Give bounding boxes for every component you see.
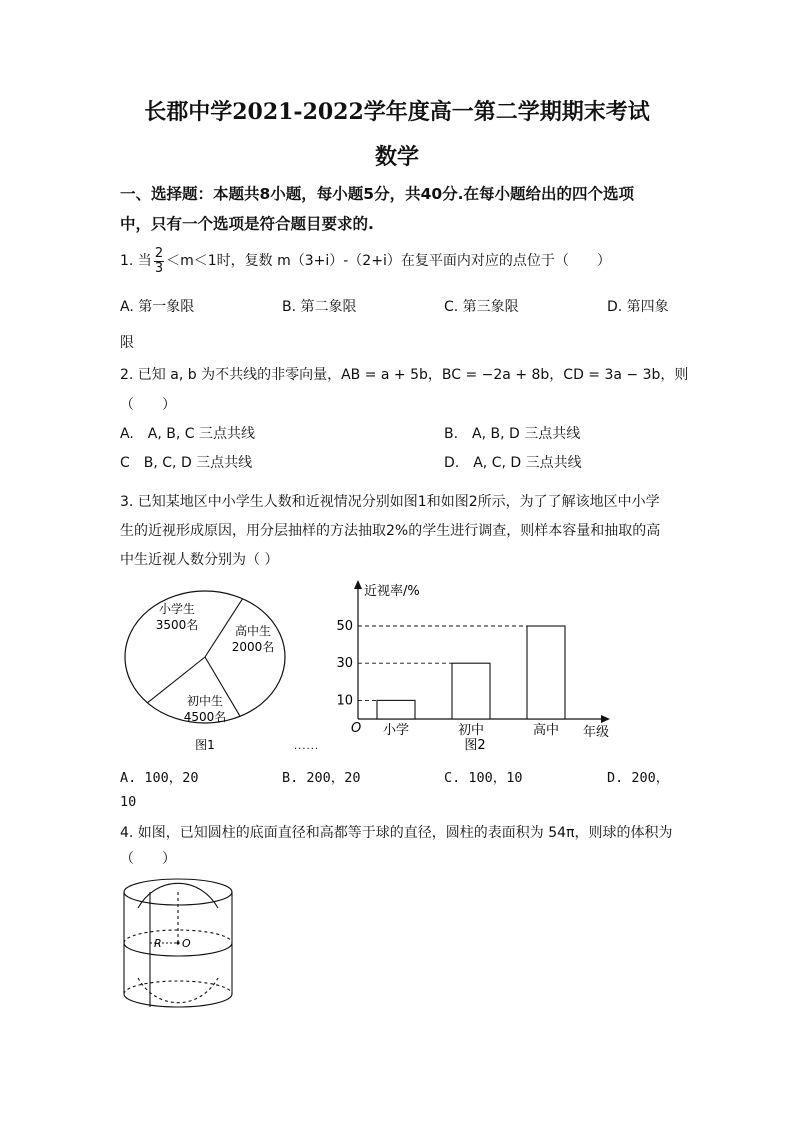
q1-text: ＜m＜1时，复数 m（3+i）-（2+i）在复平面内对应的点位于（ ） <box>166 253 611 269</box>
pie-caption: 图1 <box>195 738 215 752</box>
q2-option-a: A. A, B, C 三点共线 <box>120 426 255 442</box>
question-3-line2: 生的近视形成原因，用分层抽样的方法抽取2%的学生进行调查，则样本容量和抽取的高 <box>120 523 661 539</box>
page-title: 长郡中学2021-2022学年度高一第二学期期末考试 <box>144 99 650 125</box>
bar-origin: O <box>351 721 362 736</box>
q3-option-a: A. 100，20 <box>120 770 199 786</box>
pie-figure <box>115 585 295 755</box>
q1-option-c: C. 第三象限 <box>444 299 519 315</box>
pie-label-middle: 初中生 <box>186 694 224 708</box>
question-3-line1: 3. 已知某地区中小学生人数和近视情况分别如图1和如图2所示，为了了解该地区中小学 <box>120 494 660 510</box>
y-axis-arrow <box>354 580 362 589</box>
pie-count-high: 2000名 <box>231 640 275 654</box>
bar-labels <box>336 619 559 738</box>
ytick-1: 30 <box>336 656 353 672</box>
bar-marks <box>377 626 565 719</box>
q4-paren: （ ） <box>120 851 176 867</box>
q2-option-c: C B, C, D 三点共线 <box>120 455 253 471</box>
bar-guides <box>358 626 527 700</box>
q3-option-c: C. 100，10 <box>444 770 523 786</box>
q1-frac-num: 2 <box>154 245 164 261</box>
q2-option-d: D. A, C, D 三点共线 <box>444 455 582 471</box>
q1-option-a: A. 第一象限 <box>120 299 195 315</box>
ytick-2: 50 <box>336 619 353 634</box>
label-r: R <box>154 937 162 950</box>
q3-option-b: B. 200，20 <box>282 770 361 786</box>
cylinder-sphere-figure <box>118 870 240 1015</box>
label-o: O <box>182 937 191 950</box>
cylinder-body <box>124 892 232 1007</box>
pie-count-primary: 3500名 <box>155 618 199 632</box>
x-axis-arrow <box>601 715 610 723</box>
q2-paren: （ ） <box>120 397 176 413</box>
sphere-equator-front <box>124 943 232 956</box>
bar-0 <box>377 700 415 719</box>
bar-caption: 图2 <box>464 738 486 753</box>
q3-option-d: D. 200， <box>607 770 670 786</box>
cylinder-bottom-hidden <box>124 981 232 994</box>
pie-count-middle: 4500名 <box>183 710 227 724</box>
bar-1 <box>452 663 490 719</box>
question-1 <box>120 244 611 278</box>
q1-frac-den: 3 <box>154 260 164 276</box>
q3-option-d-wrap: 10 <box>120 794 137 810</box>
section-heading-line2: 中，只有一个选项是符合题目要求的. <box>120 215 374 233</box>
bar-xlabel: 年级 <box>583 725 610 740</box>
subject-title: 数学 <box>374 144 419 170</box>
question-2: 2. 已知 a, b 为不共线的非零向量，AB = a + 5b，BC = −2a + 8b，CD = 3a − 3b，则 <box>120 367 689 383</box>
bar-ylabel: 近视率/% <box>364 584 420 599</box>
center-point <box>176 941 179 944</box>
xtick-1: 初中 <box>457 723 485 738</box>
q1-number: 1. 当 <box>120 253 152 269</box>
section-heading-line1: 一、选择题：本题共8小题，每小题5分，共40分.在每小题给出的四个选项 <box>120 185 635 203</box>
q1-option-b: B. 第二象限 <box>282 299 357 315</box>
xtick-2: 高中 <box>532 723 560 738</box>
question-4: 4. 如图，已知圆柱的底面直径和高都等于球的直径，圆柱的表面积为 54π，则球的体积为 <box>120 825 673 841</box>
ytick-0: 10 <box>336 693 353 709</box>
dotted-leader: ...... <box>294 741 320 752</box>
q1-fraction <box>154 247 164 276</box>
q2-option-b: B. A, B, D 三点共线 <box>444 426 581 442</box>
xtick-0: 小学 <box>382 723 410 738</box>
q1-option-d: D. 第四象 <box>607 299 669 315</box>
bar-2 <box>527 626 565 719</box>
bar-chart <box>290 578 620 756</box>
pie-label-high: 高中生 <box>234 624 272 638</box>
q1-option-d-wrap: 限 <box>120 335 134 351</box>
pie-label-primary: 小学生 <box>158 602 196 616</box>
question-3-line3: 中生近视人数分别为（ ） <box>120 552 279 568</box>
